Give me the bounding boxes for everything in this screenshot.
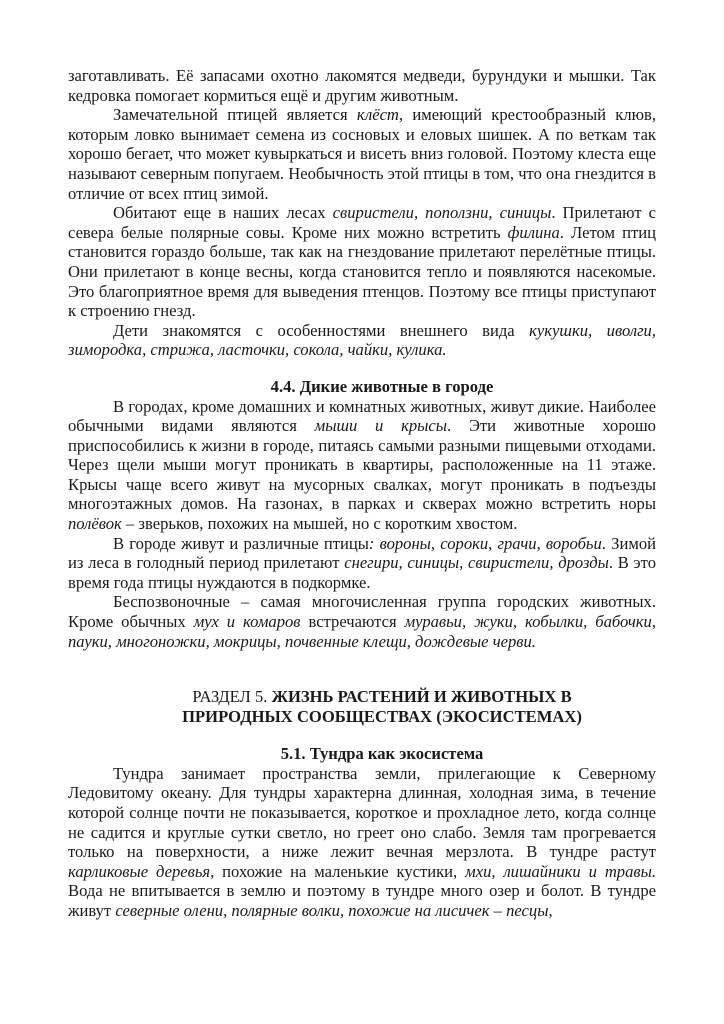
- text-run: , похожие на маленькие кустики,: [210, 861, 466, 881]
- text-run: . Летом птиц становится гораздо больше, так как на гнездование прилетают перелётные птицы. Они прилетают в конце весны, когда становится тепло и появляются насекомые. Это благоприятное время для выведения птенцов. Поэтому все птицы приступают к строению гнезд.: [68, 222, 657, 321]
- paragraph: [68, 203, 656, 321]
- italic-term: полёвок: [68, 514, 122, 534]
- paragraph: [68, 592, 656, 651]
- italic-term: мхи, лишайники и травы.: [465, 861, 656, 881]
- text-run: встречаются: [300, 612, 405, 632]
- text-run: Вода не впитывается в землю и поэтому в тундре много озер и болот. В тундре живут: [68, 881, 656, 920]
- section-5-1: [68, 764, 656, 921]
- section-5-prefix: РАЗДЕЛ 5.: [192, 687, 272, 707]
- text-run: Беспозвоночные – самая многочисленная группа городских животных. Кроме обычных: [68, 592, 656, 632]
- italic-term: кукушки, иволги, зимородка, стрижа, ласточки, сокола, чайки, кулика.: [68, 320, 656, 360]
- text-run: В городе живут и различные птицы: [113, 533, 369, 553]
- text-run: . Зимой из леса в голодный период прилетают: [68, 533, 656, 573]
- heading-5-1: 5.1. Тундра как экосистема: [280, 744, 484, 764]
- text-run: Замечательной птицей является: [113, 105, 357, 125]
- italic-term: карликовые деревья: [68, 861, 211, 881]
- heading-4-4: 4.4. Дикие животные в городе: [270, 376, 494, 396]
- italic-term: свиристели, поползни, синицы: [332, 203, 552, 223]
- text-run: . В это время года птицы нуждаются в подкормке.: [68, 553, 656, 592]
- italic-term: мух и комаров: [193, 612, 301, 632]
- italic-term: клёст: [356, 105, 399, 125]
- text-run: В городах, кроме домашних и комнатных животных, живут дикие. Наиболее обычными видами являются: [68, 396, 656, 436]
- text-run: . Эти животные хорошо приспособились к жизни в городе, питаясь самыми разными пищевыми отходами. Через щели мыши могут проникать в квартиры, расположенные на 11 этаже. Крысы чаще всего живут на мусорных свалках, могут проникать в подъезды многоэтажных домов. На газонах, в парках и скверах можно встретить норы: [68, 416, 656, 514]
- text-run: Тундра занимает пространства земли, прилегающие к Северному Ледовитому океану. Для тундры характерна длинная, холодная зима, в течение которой солнце почти не показывается, короткое и прохладное лето, когда солнце не садится и круглые сутки светло, но греет оно слабо. Земля там прогревается только на поверхности, а ниже лежит вечная мерзлота. В тундре растут: [68, 763, 656, 862]
- text-run: Дети знакомятся с особенностями внешнего вида: [113, 320, 530, 340]
- text-run: . Прилетают с севера белые полярные совы. Кроме них можно встретить: [68, 203, 656, 242]
- paragraph: [68, 321, 656, 360]
- section-top: [68, 66, 656, 360]
- italic-term: муравьи, жуки, кобылки, бабочки, пауки, многоножки, мокрицы, почвенные клещи, дождевые черви.: [68, 612, 656, 651]
- section-5-title-line2: ПРИРОДНЫХ СООБЩЕСТВАХ (ЭКОСИСТЕМАХ): [182, 707, 582, 727]
- text-run: заготавливать. Её запасами охотно лакомятся медведи, бурундуки и мышки. Так кедровка помогает кормиться ещё и другим животным.: [68, 66, 656, 105]
- italic-term: : вороны, сороки, грачи, воробьи: [368, 533, 602, 553]
- section-5-title-line1: ЖИЗНЬ РАСТЕНИЙ И ЖИВОТНЫХ В: [271, 687, 572, 707]
- paragraph: [68, 764, 656, 921]
- paragraph: [68, 105, 656, 203]
- italic-term: снегири, синицы, свиристели, дрозды: [344, 553, 609, 573]
- text-run: , имеющий крестообразный клюв, которым ловко вынимает семена из сосновых и еловых шишек. А по веткам так хорошо бегает, что может кувыркаться и висеть вниз головой. Поэтому клеста еще называют северным попугаем. Необычность этой птицы в том, что она гнездится в отличие от всех птиц зимой.: [68, 105, 656, 203]
- paragraph: [68, 397, 656, 534]
- text-run: Обитают еще в наших лесах: [113, 203, 333, 223]
- paragraph: [68, 534, 656, 593]
- section-5-title: [68, 687, 656, 727]
- document-page: [68, 66, 656, 921]
- paragraph: [68, 66, 656, 105]
- italic-term: мыши и крысы: [314, 416, 448, 436]
- section-4-4: [68, 397, 656, 652]
- italic-term: северные олени, полярные волки, похожие на лисичек – песцы,: [115, 900, 553, 920]
- italic-term: филина: [507, 222, 560, 242]
- text-run: – зверьков, похожих на мышей, но с коротким хвостом.: [121, 514, 518, 534]
